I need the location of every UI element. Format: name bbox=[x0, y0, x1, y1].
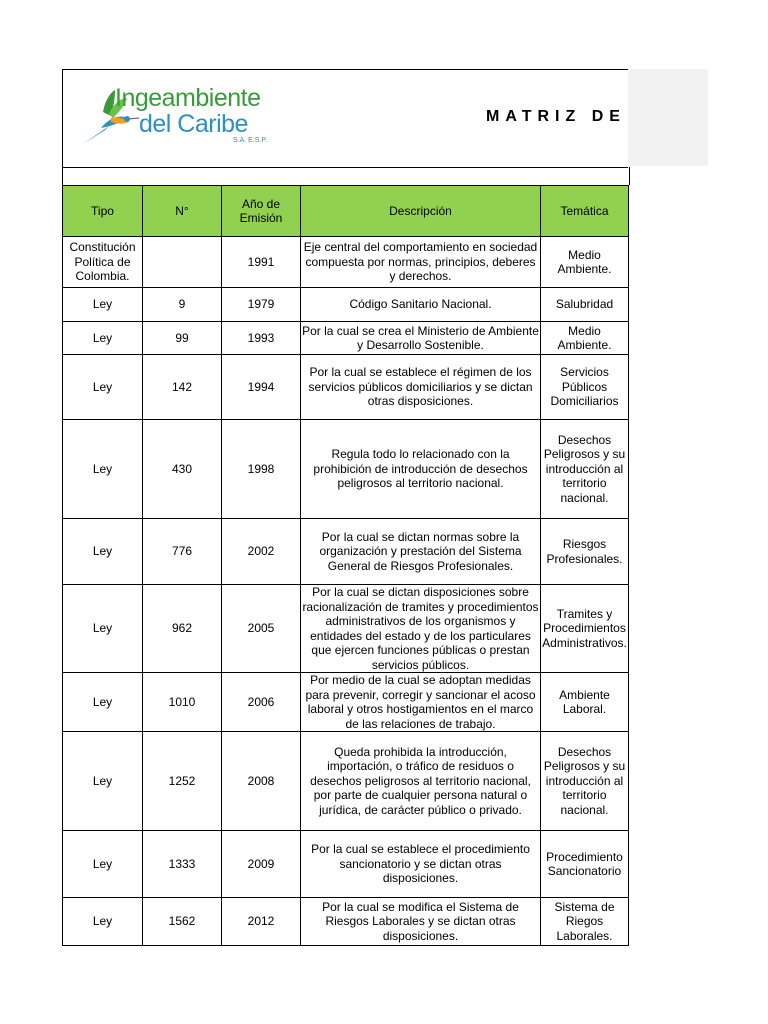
cell-tema: Salubridad bbox=[541, 288, 629, 322]
cell-tipo: Ley bbox=[63, 420, 143, 519]
cell-anio: 2005 bbox=[222, 585, 301, 673]
cell-tema: Procedimiento Sancionatorio bbox=[541, 831, 629, 898]
header-anio: Año de Emisión bbox=[222, 186, 301, 237]
table-row bbox=[63, 898, 629, 946]
cell-tema: Medio Ambiente. bbox=[541, 322, 629, 355]
table-row bbox=[63, 420, 629, 519]
cell-desc: Por la cual se dictan disposiciones sobre racionalización de tramites y procedimientos administrativos de los organismos y entidades del estado y de los particulares que ejercen funciones públicas o prestan servicios públicos. bbox=[302, 585, 539, 672]
cell-tema: Desechos Peligrosos y su introducción al territorio nacional. bbox=[541, 732, 629, 831]
cell-anio: 1998 bbox=[222, 420, 301, 519]
table-header-row bbox=[63, 186, 629, 237]
logo-subtext: S.A. E.S.P. bbox=[233, 137, 268, 144]
cell-anio: 2002 bbox=[222, 519, 301, 585]
cell-tipo: Ley bbox=[63, 831, 143, 898]
cell-desc: Por medio de la cual se adoptan medidas para prevenir, corregir y sancionar el acoso laboral y otros hostigamientos en el marco de las relaciones de trabajo. bbox=[301, 673, 541, 732]
cell-tipo: Ley bbox=[63, 355, 143, 420]
logo-text-line2: del Caribe bbox=[139, 110, 248, 138]
cell-anio: 2012 bbox=[222, 898, 301, 946]
cell-anio: 1991 bbox=[222, 237, 301, 288]
cell-desc: Por la cual se establece el procedimiento sancionatorio y se dictan otras disposiciones. bbox=[301, 831, 541, 898]
page-title: MATRIZ DE bbox=[486, 108, 626, 125]
cell-num: 1252 bbox=[143, 732, 222, 831]
cell-num: 142 bbox=[143, 355, 222, 420]
logo-text-line1: Ingeambiente bbox=[115, 84, 261, 112]
table-row bbox=[63, 673, 629, 732]
cell-anio: 2008 bbox=[222, 732, 301, 831]
cell-tema: Ambiente Laboral. bbox=[541, 673, 629, 732]
cell-num bbox=[143, 237, 222, 288]
cell-num: 1333 bbox=[143, 831, 222, 898]
table-row bbox=[63, 585, 629, 673]
cell-num: 962 bbox=[143, 585, 222, 673]
cell-anio: 1979 bbox=[222, 288, 301, 322]
cell-anio: 1993 bbox=[222, 322, 301, 355]
logo-cell bbox=[62, 69, 303, 168]
cell-num: 1562 bbox=[143, 898, 222, 946]
cell-desc: Por la cual se establece el régimen de los servicios públicos domiciliarios y se dictan otras disposiciones. bbox=[301, 355, 541, 420]
spacer-row bbox=[62, 167, 630, 185]
cell-tema: Medio Ambiente. bbox=[541, 237, 629, 288]
cell-desc: Código Sanitario Nacional. bbox=[301, 288, 541, 322]
cell-tema: Tramites y Procedimientos Administrativos. bbox=[541, 585, 629, 673]
legal-matrix-table bbox=[62, 185, 629, 946]
cell-tema: Servicios Públicos Domiciliarios bbox=[541, 355, 629, 420]
cell-num: 776 bbox=[143, 519, 222, 585]
header-tipo: Tipo bbox=[63, 186, 143, 237]
table-row bbox=[63, 732, 629, 831]
header-tematica: Temática bbox=[541, 186, 629, 237]
cell-num: 99 bbox=[143, 322, 222, 355]
cell-tema: Riesgos Profesionales. bbox=[541, 519, 629, 585]
cell-tema: Sistema de Riegos Laborales. bbox=[541, 898, 629, 946]
cell-tipo: Ley bbox=[63, 322, 143, 355]
header-descripcion: Descripción bbox=[301, 186, 541, 237]
cell-tipo: Ley bbox=[63, 732, 143, 831]
cell-num: 9 bbox=[143, 288, 222, 322]
table-row bbox=[63, 322, 629, 355]
table-row bbox=[63, 831, 629, 898]
header-numero: N° bbox=[143, 186, 222, 237]
header-row bbox=[62, 69, 708, 167]
cell-desc: Por la cual se dictan normas sobre la organización y prestación del Sistema General de Riesgos Profesionales. bbox=[301, 519, 541, 585]
cell-desc: Por la cual se crea el Ministerio de Ambiente y Desarrollo Sostenible. bbox=[301, 322, 541, 355]
cell-desc: Eje central del comportamiento en sociedad compuesta por normas, principios, deberes y derechos. bbox=[301, 237, 541, 288]
cell-desc: Por la cual se modifica el Sistema de Riesgos Laborales y se dictan otras disposiciones. bbox=[301, 898, 541, 946]
cell-tipo: Ley bbox=[63, 585, 143, 673]
cell-anio: 2006 bbox=[222, 673, 301, 732]
cell-tipo: Ley bbox=[63, 898, 143, 946]
cell-desc: Queda prohibida la introducción, importación, o tráfico de residuos o desechos peligrosos al territorio nacional, por parte de cualquier persona natural o jurídica, de carácter público o privado. bbox=[301, 732, 541, 831]
table-row bbox=[63, 288, 629, 322]
cell-anio: 1994 bbox=[222, 355, 301, 420]
grey-cell bbox=[628, 69, 708, 166]
table-row bbox=[63, 355, 629, 420]
cell-tipo: Ley bbox=[63, 288, 143, 322]
table-row bbox=[63, 237, 629, 288]
cell-tipo: Ley bbox=[63, 673, 143, 732]
cell-num: 1010 bbox=[143, 673, 222, 732]
cell-num: 430 bbox=[143, 420, 222, 519]
cell-anio: 2009 bbox=[222, 831, 301, 898]
cell-tema: Desechos Peligrosos y su introducción al territorio nacional. bbox=[541, 420, 629, 519]
cell-tipo: Ley bbox=[63, 519, 143, 585]
cell-desc: Regula todo lo relacionado con la prohibición de introducción de desechos peligrosos al territorio nacional. bbox=[301, 420, 541, 519]
cell-tipo: Constitución Política de Colombia. bbox=[63, 237, 143, 288]
title-cell bbox=[301, 69, 628, 168]
table-row bbox=[63, 519, 629, 585]
